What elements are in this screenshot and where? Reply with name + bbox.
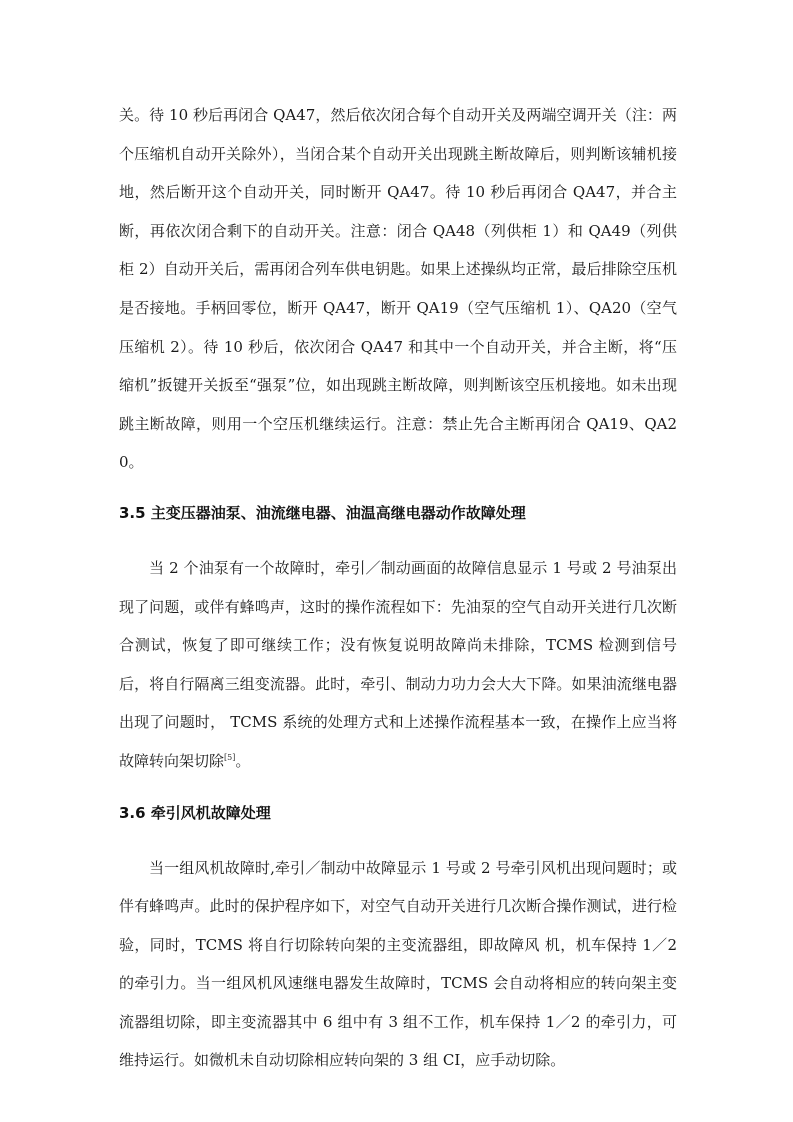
- citation-reference[interactable]: [5]: [224, 752, 236, 762]
- paragraph-3-5: [119, 549, 677, 781]
- paragraph-continued: 关。待 10 秒后再闭合 QA47，然后依次闭合每个自动开关及两端空调开关（注：两个压缩机自动开关除外），当闭合某个自动开关出现跳主断故障后，则判断该辅机接地，然后断开这个自动开关，同时断开 QA47。待 10 秒后再闭合 QA47，并合主断，再依次闭合剩下的自动开关。注意：闭合 QA48（列供柜 1）和 QA49（列供柜 2）自动开关后，需再闭合列车供电钥匙。如果上述操纵均正常，最后排除空压机是否接地。手柄回零位，断开 QA47，断开 QA19（空气压缩机 1）、QA20（空气压缩机 2）。待 10 秒后，依次闭合 QA47 和其中一个自动开关，并合主断，将“压缩机”扳键开关扳至“强泵”位，如出现跳主断故障，则判断该空压机接地。如未出现跳主断故障，则用一个空压机继续运行。注意：禁止先合主断再闭合 QA19、QA20。: [119, 106, 677, 472]
- section-heading-3-6: 3.6 牵引风机故障处理: [119, 803, 271, 822]
- document-page: [119, 96, 677, 1080]
- paragraph-3-6: 当一组风机故障时,牵引／制动中故障显示 1 号或 2 号牵引风机出现问题时；或伴有蜂鸣声。此时的保护程序如下，对空气自动开关进行几次断合操作测试，进行检验，同时，TCMS 将自行切除转向架的主变流器组，即故障风 机，机车保持 1／2 的牵引力。当一组风机风速继电器发生故障时，TCMS 会自动将相应的转向架主变流器组切除，即主变流器其中 6 组中有 3 组不工作，机车保持 1／2 的牵引力，可维持运行。如微机未自动切除相应转向架的 3 组 CI，应手动切除。: [119, 858, 677, 1070]
- paragraph-3-5-end: 。: [235, 751, 251, 770]
- paragraph-3-5-text: 当 2 个油泵有一个故障时，牵引／制动画面的故障信息显示 1 号或 2 号油泵出现了问题，或伴有蜂鸣声，这时的操作流程如下：先油泵的空气自动开关进行几次断合测试，恢复了即可继续工作；没有恢复说明故障尚未排除，TCMS 检测到信号后，将自行隔离三组变流器。此时，牵引、制动力功力会大大下降。如果油流继电器出现了问题时， TCMS 系统的处理方式和上述操作流程基本一致，在操作上应当将故障转向架切除: [119, 558, 677, 770]
- section-heading-3-5: 3.5 主变压器油泵、油流继电器、油温高继电器动作故障处理: [119, 503, 526, 522]
